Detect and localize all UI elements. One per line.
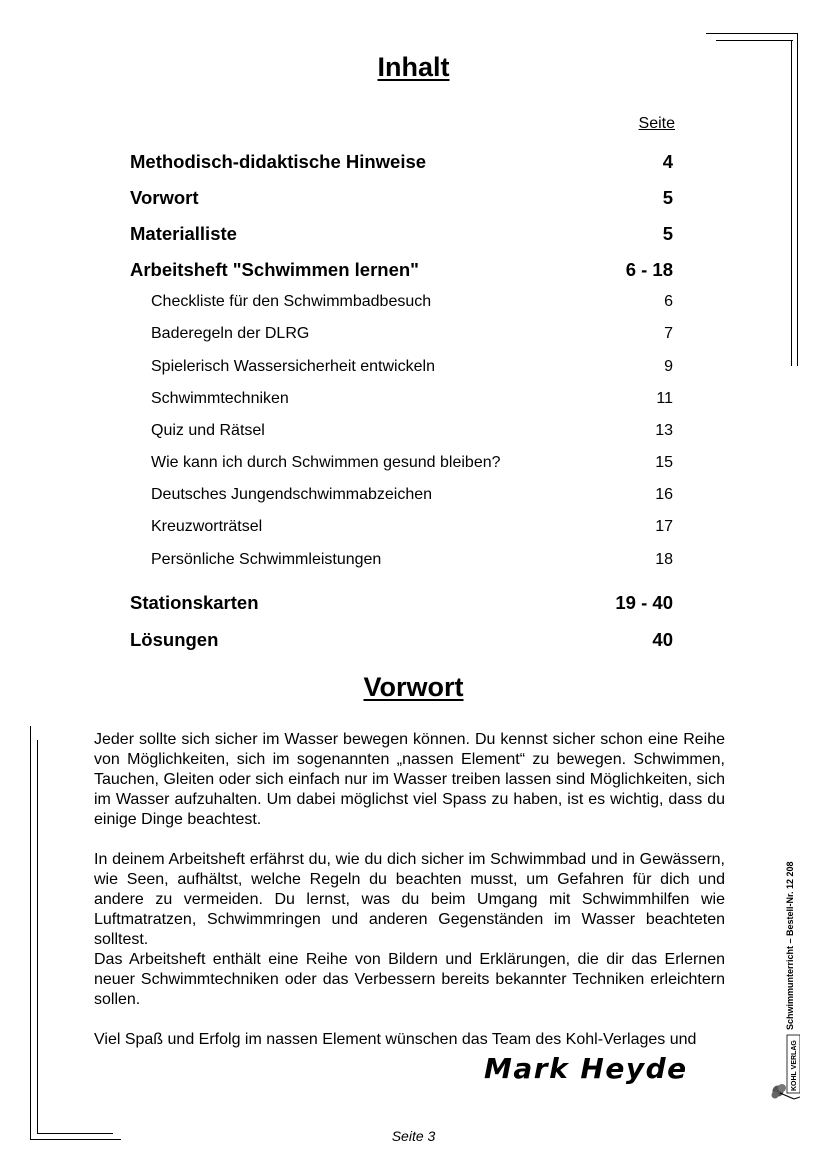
toc-subentry	[151, 422, 673, 440]
toc-subentry-label: Wie kann ich durch Schwimmen gesund bleiben?	[151, 454, 501, 471]
toc-entry-label: Methodisch-didaktische Hinweise	[130, 151, 427, 172]
publisher-logo-text: KOHL VERLAG	[791, 1040, 798, 1091]
toc-subentry-page: 15	[655, 454, 673, 471]
signature: Mark Heyde	[484, 1052, 688, 1085]
toc-entry	[130, 629, 673, 651]
toc-subentry-label: Quiz und Rätsel	[151, 422, 265, 439]
vorwort-paragraph: Das Arbeitsheft enthält eine Reihe von Bildern und Erklärungen, die dir das Erlernen neuer Schwimmtechniken oder das Verbessern bereits bekannter Techniken erleichtern sollen.	[94, 951, 725, 1008]
toc-entry-label: Materialliste	[130, 223, 237, 244]
toc-entry-label: Arbeitsheft "Schwimmen lernen"	[130, 259, 419, 280]
toc-entry-label: Stationskarten	[130, 592, 259, 613]
toc-subentry-label: Spielerisch Wassersicherheit entwickeln	[151, 358, 435, 375]
toc-subentry	[151, 325, 673, 343]
toc-subentry	[151, 518, 673, 536]
page-number: Seite 3	[391, 1128, 436, 1144]
toc-entry	[130, 592, 673, 614]
frame-line	[37, 740, 38, 1134]
toc-subentry-label: Deutsches Jungendschwimmabzeichen	[151, 486, 433, 503]
order-number-label: Schwimmunterricht – Bestell-Nr. 12 208	[785, 861, 795, 1030]
vorwort-title: Vorwort	[363, 672, 464, 702]
toc-subentry-page: 6	[664, 293, 673, 310]
toc-entry-label: Vorwort	[130, 187, 199, 208]
frame-line	[791, 40, 792, 366]
toc-entry	[130, 187, 673, 209]
toc-subentry	[151, 551, 673, 569]
toc-subentry-label: Schwimmtechniken	[151, 390, 289, 407]
toc-entry-page: 5	[662, 223, 673, 244]
frame-line	[30, 726, 31, 1140]
page-column-header: Seite	[638, 115, 675, 132]
toc-subentry-label: Persönliche Schwimmleistungen	[151, 551, 382, 568]
vorwort-paragraph: Jeder sollte sich sicher im Wasser bewegen können. Du kennst sicher schon eine Reihe von Möglichkeiten, sich im sogenannten „nassen Element“ zu bewegen. Schwimmen, Tauchen, Gleiten oder sich einfach nur im Wasser treiben lassen sind Möglichkeiten, sich im Wasser aufzuhalten. Um dabei möglichst viel Spass zu haben, ist es wichtig, dass du einige Dinge beachtest.	[94, 731, 725, 828]
publisher-logo-icon	[770, 1033, 800, 1103]
vorwort-body	[94, 730, 725, 1070]
toc-subentry	[151, 390, 673, 408]
toc-subentry-label: Kreuzworträtsel	[151, 518, 263, 535]
toc-entry-page: 19 - 40	[615, 592, 673, 613]
toc-entry-label: Lösungen	[130, 629, 219, 650]
toc-subentry-page: 17	[655, 518, 673, 535]
toc-subentry-page: 13	[655, 422, 673, 439]
toc-subentry-page: 16	[655, 486, 673, 503]
vorwort-paragraph: Viel Spaß und Erfolg im nassen Element wünschen das Team des Kohl-Verlages und	[94, 1031, 697, 1048]
toc-subentry-label: Checkliste für den Schwimmbadbesuch	[151, 293, 432, 310]
toc-title: Inhalt	[377, 52, 450, 82]
toc-subentry-label: Baderegeln der DLRG	[151, 325, 310, 342]
toc-entry-page: 6 - 18	[625, 259, 673, 280]
toc-entry	[130, 223, 673, 245]
toc-entry-page: 5	[662, 187, 673, 208]
toc-subentry	[151, 358, 673, 376]
toc-subentry-page: 11	[656, 390, 673, 407]
toc-entry	[130, 259, 673, 281]
toc-entry	[130, 151, 673, 173]
frame-line	[706, 33, 797, 34]
toc-subentry	[151, 293, 673, 311]
toc-subentry-page: 7	[664, 325, 673, 342]
vorwort-paragraph: In deinem Arbeitsheft erfährst du, wie du dich sicher im Schwimmbad und in Gewässern, wie Seen, aufhältst, welche Regeln du beachten musst, um Gefahren für dich und andere zu vermeiden. Du lernst, was du beim Umgang mit Schwimmhilfen wie Luftmatratzen, Schwimmringen und anderen Gegenständen im Wasser beachteten solltest.	[94, 851, 725, 948]
toc-subentry	[151, 454, 673, 472]
toc-subentry-page: 18	[655, 551, 673, 568]
toc-subentry	[151, 486, 673, 504]
toc-entry-page: 40	[652, 629, 673, 650]
toc-entry-page: 4	[662, 151, 673, 172]
toc-subentry-page: 9	[664, 358, 673, 375]
frame-line	[716, 40, 793, 41]
